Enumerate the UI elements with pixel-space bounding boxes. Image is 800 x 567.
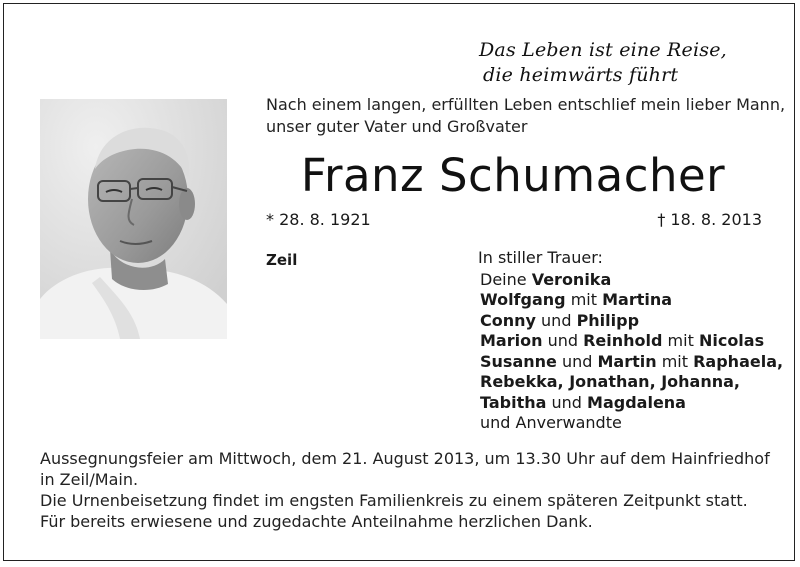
mourner-name: Nicolas: [698, 331, 765, 350]
motto-line-1: Das Leben ist eine Reise,: [479, 39, 727, 61]
mourner-connector: mit: [656, 351, 694, 371]
mourner-connector: und Anverwandte: [480, 413, 622, 432]
mourner-name: Wolfgang: [480, 290, 566, 309]
mourner-line: [480, 331, 783, 352]
footer-line: in Zeil/Main.: [40, 470, 139, 489]
mourner-name: Susanne: [480, 351, 557, 371]
mourner-connector: und: [546, 392, 588, 412]
intro-text: [266, 94, 785, 138]
portrait-illustration: [40, 99, 227, 339]
funeral-notice: [40, 448, 770, 532]
portrait-photo: [40, 99, 227, 339]
mourner-line: [480, 352, 783, 373]
mourner-connector: mit: [565, 290, 603, 309]
mourner-connector: und: [542, 331, 584, 350]
mourners-heading: In stiller Trauer:: [478, 248, 603, 267]
mourner-name: Philipp: [576, 310, 640, 330]
motto: [479, 38, 727, 88]
mourner-name: Martina: [602, 290, 673, 309]
intro-line-1: Nach einem langen, erfüllten Leben entschlief mein lieber Mann,: [266, 95, 786, 114]
mourner-line: [480, 372, 783, 393]
mourner-name: Conny: [480, 310, 536, 330]
mourner-name: Martin: [597, 351, 657, 371]
mourners-list: [480, 270, 783, 434]
mourner-name: Marion: [480, 331, 543, 350]
mourner-line: [480, 311, 783, 332]
mourner-connector: Deine: [480, 269, 532, 289]
death-date: † 18. 8. 2013: [657, 210, 762, 229]
footer-line: Die Urnenbeisetzung findet im engsten Familienkreis zu einem späteren Zeitpunkt statt.: [40, 491, 748, 510]
mourner-name: Magdalena: [587, 392, 686, 412]
mourner-connector: und: [535, 310, 577, 330]
mourner-connector: und: [556, 351, 598, 371]
mourner-name: Raphaela,: [693, 351, 784, 371]
mourner-line: [480, 270, 783, 291]
mourner-line: [480, 393, 783, 414]
mourner-connector: mit: [662, 331, 699, 350]
obituary-card: [3, 3, 795, 561]
motto-line-2: die heimwärts führt: [483, 64, 679, 86]
mourners-block: [478, 248, 783, 434]
mourner-name: Veronika: [531, 269, 612, 289]
mourner-line: [480, 290, 783, 311]
mourner-name: Rebekka, Jonathan, Johanna,: [480, 372, 740, 391]
place: Zeil: [266, 251, 298, 269]
intro-line-2: unser guter Vater und Großvater: [266, 117, 528, 136]
mourner-name: Reinhold: [583, 331, 663, 350]
mourner-line: [480, 413, 783, 434]
footer-line: Für bereits erwiesene und zugedachte Anteilnahme herzlichen Dank.: [40, 512, 593, 531]
deceased-name: Franz Schumacher: [300, 149, 726, 202]
footer-line: Aussegnungsfeier am Mittwoch, dem 21. August 2013, um 13.30 Uhr auf dem Hainfriedhof: [40, 449, 770, 468]
birth-date: * 28. 8. 1921: [266, 210, 371, 229]
mourner-name: Tabitha: [480, 392, 547, 412]
